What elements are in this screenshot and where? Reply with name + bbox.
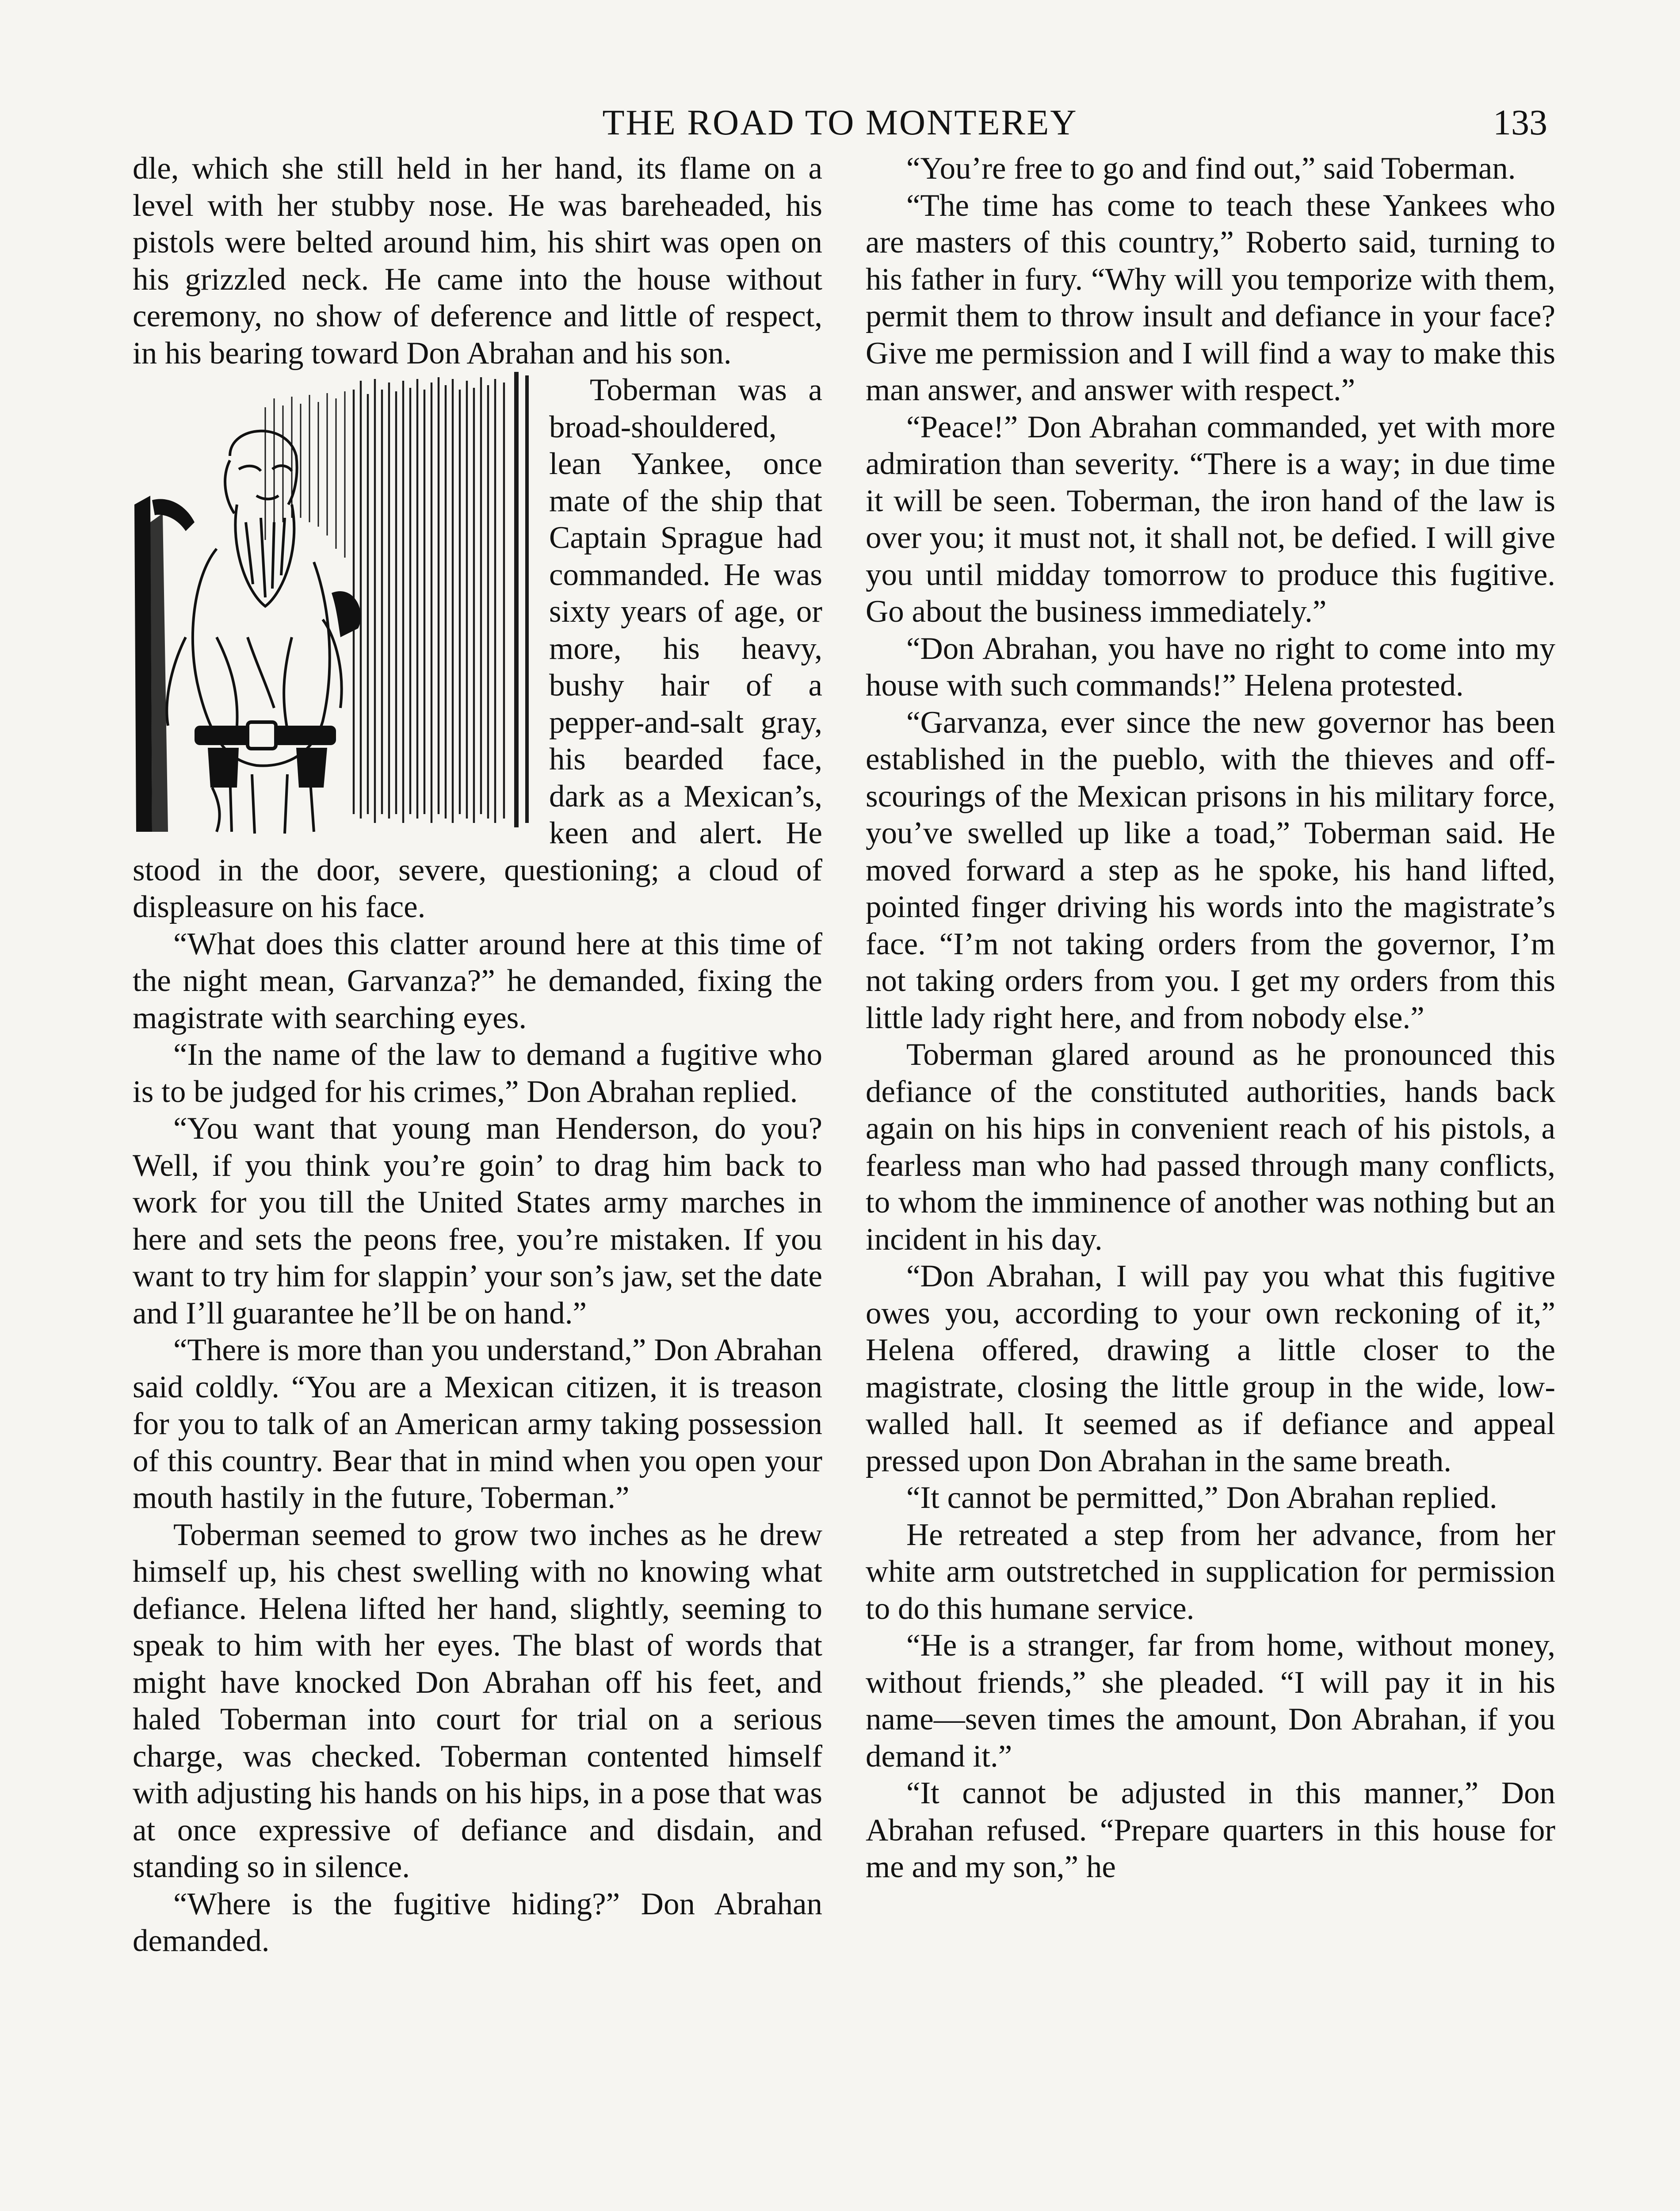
right-column — [866, 150, 1555, 1886]
paragraph: Toberman seemed to grow two inches as he drew himself up, his chest swelling with no knowing what defiance. Helena lifted her hand, slightly, seeming to speak to him with her eyes. The blast of words that might have knocked Don Abrahan off his feet, and haled Toberman into court for trial on a serious charge, was checked. Toberman contented himself with adjusting his hands on his hips, in a pose that was at once expressive of defiance and disdain, and standing so in silence. — [133, 1517, 822, 1884]
paragraph: “It cannot be adjusted in this manner,” Don Abrahan refused. “Prepare quarters in this house for me and my son,” he — [866, 1776, 1555, 1884]
paragraph: “Don Abrahan, you have no right to come into my house with such commands!” Helena protested. — [866, 631, 1555, 703]
paragraph: “Don Abrahan, I will pay you what this fugitive owes you, according to your own reckoning of it,” Helena offered, drawing a little closer to the magistrate, closing the little group in the wide, low-walled hall. It seemed as if defiance and appeal pressed upon Don Abrahan in the same breath. — [866, 1259, 1555, 1478]
paragraph: Toberman was a broad-shouldered, lean Yankee, once mate of the ship that Captain Sprague had commanded. He was sixty years of age, or more, his heavy, bushy hair of a pepper-and-salt gray, his bearded face, dark as a Mexican’s, keen and alert. He stood in the door, severe, questioning; a cloud of displeasure on his face. — [133, 373, 822, 924]
left-column — [133, 150, 822, 1960]
paragraph: Toberman glared around as he pronounced this defiance of the constituted authorities, hands back again on his hips in convenient reach of his pistols, a fearless man who had passed through many conflicts, to whom the imminence of another was nothing but an incident in his day. — [866, 1037, 1555, 1257]
paragraph: “He is a stranger, far from home, without money, without friends,” she pleaded. “I will pay it in his name—seven times the amount, Don Abrahan, if you demand it.” — [866, 1628, 1555, 1774]
paragraph: “In the name of the law to demand a fugitive who is to be judged for his crimes,” Don Abrahan replied. — [133, 1037, 822, 1109]
paragraph: dle, which she still held in her hand, its flame on a level with her stubby nose. He was bareheaded, his pistols were belted around him, his shirt was open on his grizzled neck. He came into the house without ceremony, no show of deference and little of respect, in his bearing toward Don Abrahan and his son. — [133, 151, 822, 371]
paragraph: “The time has come to teach these Yankees who are masters of this country,” Roberto said, turning to his father in fury. “Why will you temporize with them, permit them to throw insult and defiance in your face? Give me permission and I will find a way to make this man answer, and answer with respect.” — [866, 188, 1555, 407]
paragraph: “What does this clatter around here at this time of the night mean, Garvanza?” he demanded, fixing the magistrate with searching eyes. — [133, 926, 822, 1035]
paragraph: “It cannot be permitted,” Don Abrahan replied. — [906, 1480, 1497, 1515]
paragraph: “There is more than you understand,” Don Abrahan said coldly. “You are a Mexican citizen, it is treason for you to talk of an American army taking possession of this country. Bear that in mind when you open your mouth hastily in the future, Toberman.” — [133, 1333, 822, 1515]
paragraph: “Peace!” Don Abrahan commanded, yet with more admiration than severity. “There is a way; in due time it will be seen. Toberman, the iron hand of the law is over you; it must not, it shall not, be defied. I will give you until midday tomorrow to produce this fugitive. Go about the business immediately.” — [866, 409, 1555, 629]
running-title: THE ROAD TO MONTEREY — [602, 102, 1078, 142]
toberman-illustration — [133, 372, 539, 836]
running-head — [133, 98, 1547, 147]
page-number: 133 — [1493, 102, 1547, 142]
paragraph: “You’re free to go and find out,” said Toberman. — [906, 151, 1516, 186]
paragraph: “Where is the fugitive hiding?” Don Abrahan demanded. — [133, 1886, 822, 1958]
paragraph: He retreated a step from her advance, from her white arm outstretched in supplication for permission to do this humane service. — [866, 1517, 1555, 1626]
paragraph: “You want that young man Henderson, do you? Well, if you think you’re goin’ to drag him back to work for you till the United States army marches in here and sets the peons free, you’re mistaken. If you want to try him for slappin’ your son’s jaw, set the date and I’ll guarantee he’ll be on hand.” — [133, 1111, 822, 1331]
paragraph: “Garvanza, ever since the new governor has been established in the pueblo, with the thieves and off-scourings of the Mexican prisons in his military force, you’ve swelled up like a toad,” Toberman said. He moved forward a step as he spoke, his hand lifted, pointed finger driving his words into the magistrate’s face. “I’m not taking orders from the governor, I’m not taking orders from you. I get my orders from this little lady right here, and from nobody else.” — [866, 705, 1555, 1035]
